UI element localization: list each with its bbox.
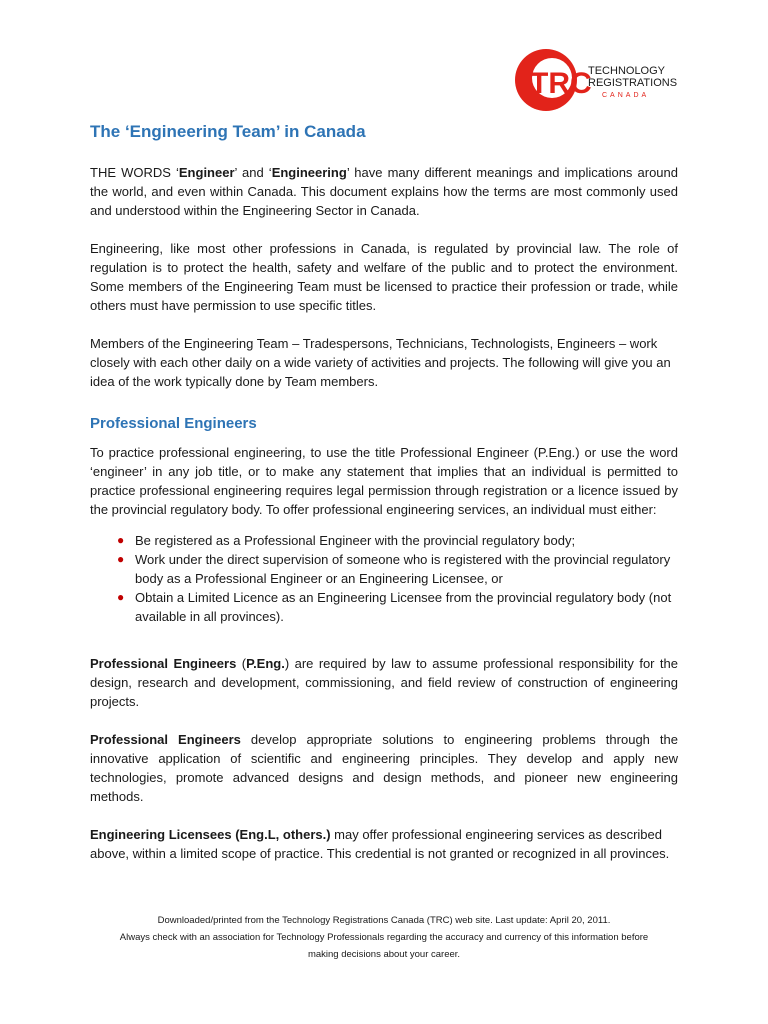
trc-logo-graphic — [512, 48, 682, 112]
section-heading: Professional Engineers — [90, 415, 257, 432]
requirements-list — [90, 531, 678, 626]
intro-paragraph-2: Engineering, like most other professions in Canada, is regulated by provincial law. The role of regulation is to protect the health, safety and welfare of the public and to protect the environment. Some members of the Engineering Team must be licensed to practice their profession or trade, while others must have permission to use specific titles. — [90, 241, 678, 313]
page-title: The ‘Engineering Team’ in Canada — [90, 122, 366, 141]
section-paragraph-3: Professional Engineers develop appropriate solutions to engineering problems through the innovative application of scientific and engineering principles. They develop and apply new technologies, promote advanced designs and design methods, and pioneer new engineering methods. — [90, 732, 678, 804]
trc-logo — [512, 48, 682, 112]
logo-mark: TRC — [530, 67, 592, 100]
bullet-icon: ● — [117, 552, 125, 566]
page-footer — [80, 912, 688, 963]
section-paragraph-2: Professional Engineers (P.Eng.) are required by law to assume professional responsibility for the design, research and development, commissioning, and field review of construction of engineering projects. — [90, 656, 678, 709]
logo-line1: TECHNOLOGY — [588, 65, 666, 77]
logo-line3: CANADA — [602, 92, 650, 99]
footer-line-1: Downloaded/printed from the Technology Registrations Canada (TRC) web site. Last update: April 20, 2011. — [157, 915, 611, 926]
bullet-icon: ● — [117, 590, 125, 604]
intro-paragraph-3: Members of the Engineering Team – Tradespersons, Technicians, Technologists, Engineers – work closely with each other daily on a wide variety of activities and projects. The following will give you an idea of the work typically done by Team members. — [90, 336, 671, 389]
section-paragraph-1: To practice professional engineering, to use the title Professional Engineer (P.Eng.) or use the word ‘engineer’ in any job title, or to make any statement that implies that an individual is permitted to practice professional engineering requires legal permission through registration or a licence issued by the provincial regulatory body. To offer professional engineering services, an individual must either: — [90, 445, 678, 517]
intro-paragraph-1: THE WORDS ‘Engineer’ and ‘Engineering’ have many different meanings and implications around the world, and even within Canada. This document explains how the terms are most commonly used and understood within the Engineering Sector in Canada. — [90, 165, 678, 218]
list-item: ● Obtain a Limited Licence as an Engineering Licensee from the provincial regulatory body (not available in all provinces). — [117, 590, 672, 624]
logo-line2: REGISTRATIONS — [588, 77, 678, 89]
document-body — [90, 120, 678, 863]
list-item: ● Work under the direct supervision of someone who is registered with the provincial regulatory body as a Professional Engineer or an Engineering Licensee, or — [117, 552, 671, 586]
section-paragraph-4: Engineering Licensees (Eng.L, others.) may offer professional engineering services as described above, within a limited scope of practice. This credential is not granted or recognized in all provinces. — [90, 827, 670, 861]
footer-line-2: Always check with an association for Technology Professionals regarding the accuracy and currency of this information before — [119, 932, 649, 943]
list-item: ● Be registered as a Professional Engineer with the provincial regulatory body; — [117, 533, 576, 548]
footer-line-3: making decisions about your career. — [307, 949, 461, 960]
bullet-icon: ● — [117, 533, 125, 547]
